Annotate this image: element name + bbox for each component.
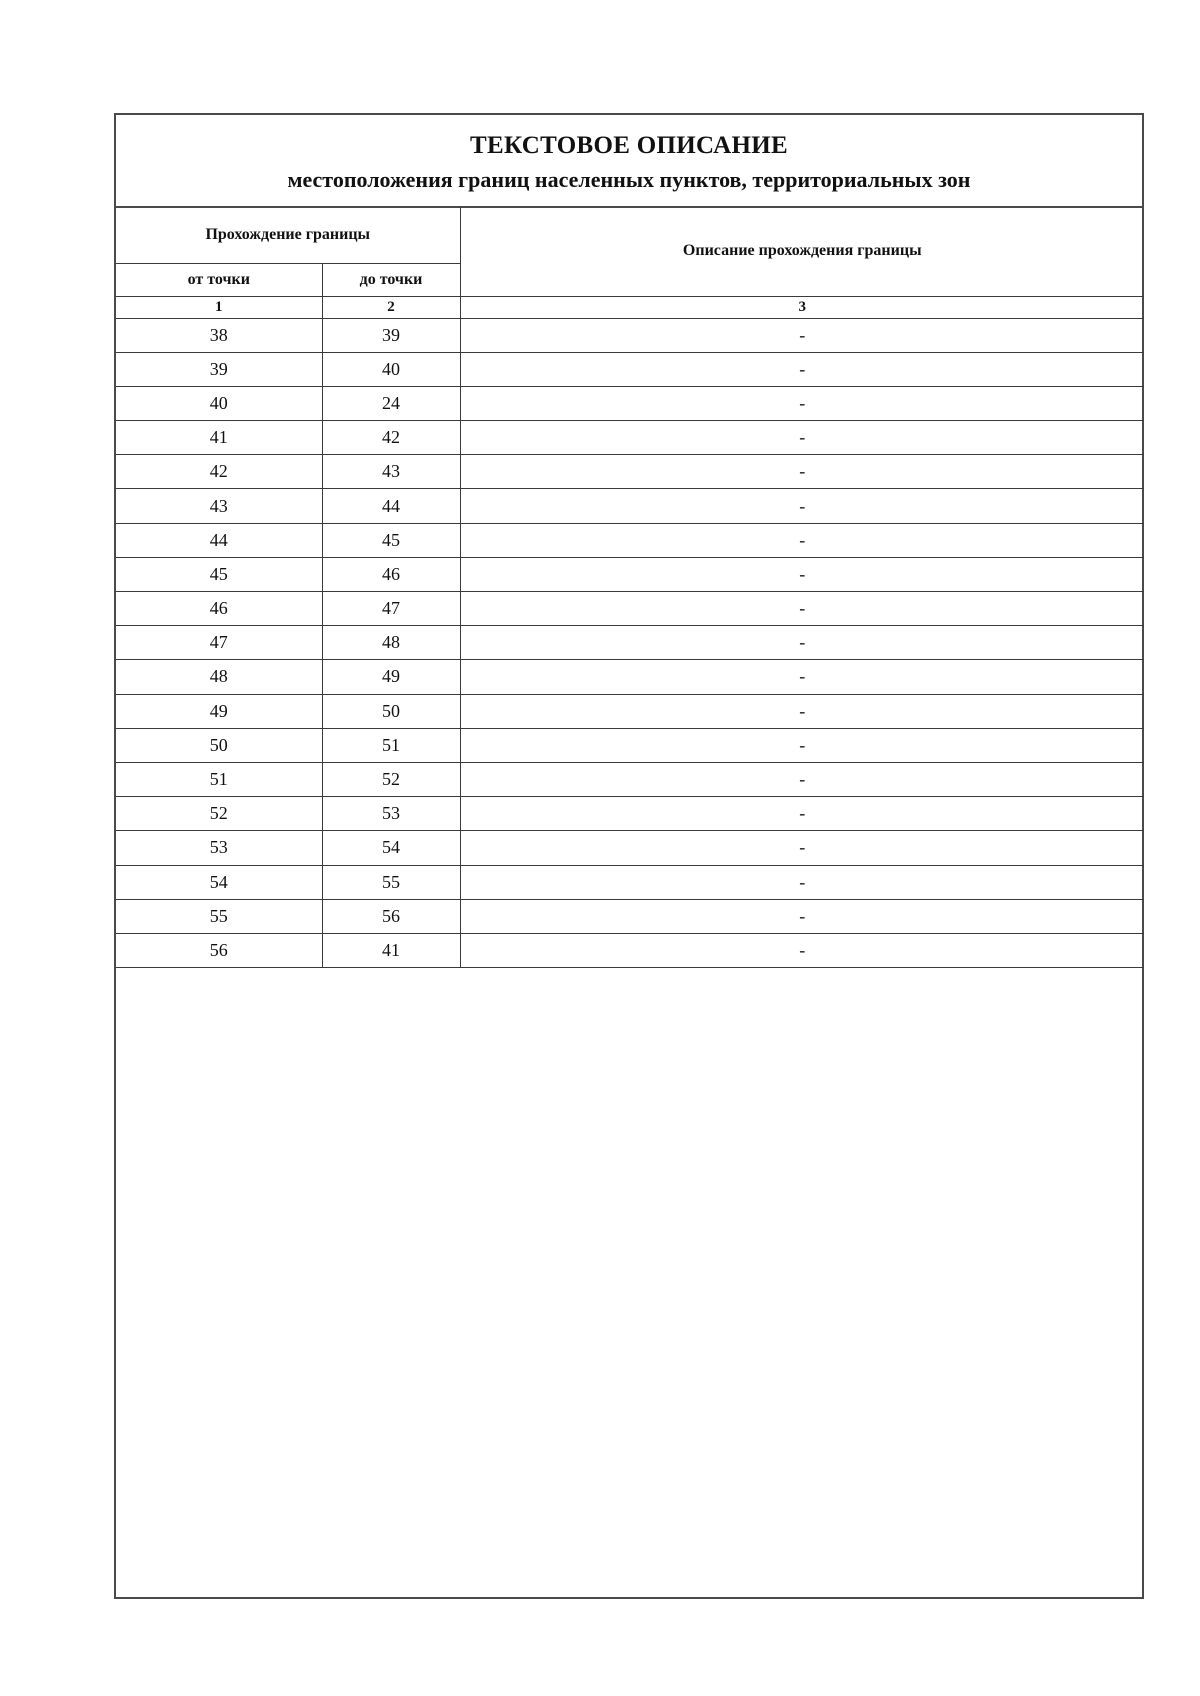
table-row	[116, 933, 1144, 967]
cell-description: -	[460, 762, 1144, 796]
table-row	[116, 557, 1144, 591]
cell-from-point: 44	[116, 523, 322, 557]
cell-description: -	[460, 728, 1144, 762]
cell-from-point: 45	[116, 557, 322, 591]
table-row	[116, 660, 1144, 694]
cell-from-point: 46	[116, 592, 322, 626]
table-row	[116, 489, 1144, 523]
cell-to-point: 54	[322, 831, 460, 865]
cell-to-point: 41	[322, 933, 460, 967]
table-row	[116, 352, 1144, 386]
table-row	[116, 386, 1144, 420]
cell-from-point: 50	[116, 728, 322, 762]
header-boundary-passage: Прохождение границы	[116, 207, 460, 263]
cell-description: -	[460, 899, 1144, 933]
cell-from-point: 40	[116, 386, 322, 420]
cell-description: -	[460, 523, 1144, 557]
table-row	[116, 592, 1144, 626]
table-row	[116, 523, 1144, 557]
table-row	[116, 421, 1144, 455]
cell-description: -	[460, 865, 1144, 899]
cell-to-point: 51	[322, 728, 460, 762]
table-row	[116, 797, 1144, 831]
cell-to-point: 55	[322, 865, 460, 899]
cell-description: -	[460, 592, 1144, 626]
cell-description: -	[460, 557, 1144, 591]
table-row	[116, 694, 1144, 728]
cell-description: -	[460, 455, 1144, 489]
cell-description: -	[460, 352, 1144, 386]
table-row	[116, 899, 1144, 933]
header-description: Описание прохождения границы	[460, 207, 1144, 296]
cell-from-point: 48	[116, 660, 322, 694]
cell-to-point: 39	[322, 318, 460, 352]
cell-to-point: 53	[322, 797, 460, 831]
cell-description: -	[460, 626, 1144, 660]
header-from-point: от точки	[116, 263, 322, 296]
table-row	[116, 728, 1144, 762]
document-frame	[114, 113, 1144, 1599]
cell-description: -	[460, 694, 1144, 728]
cell-to-point: 48	[322, 626, 460, 660]
cell-to-point: 42	[322, 421, 460, 455]
cell-description: -	[460, 318, 1144, 352]
cell-to-point: 50	[322, 694, 460, 728]
table-row	[116, 865, 1144, 899]
cell-to-point: 24	[322, 386, 460, 420]
cell-to-point: 49	[322, 660, 460, 694]
cell-to-point: 40	[322, 352, 460, 386]
cell-to-point: 52	[322, 762, 460, 796]
cell-to-point: 43	[322, 455, 460, 489]
cell-to-point: 47	[322, 592, 460, 626]
cell-description: -	[460, 797, 1144, 831]
cell-from-point: 54	[116, 865, 322, 899]
cell-from-point: 42	[116, 455, 322, 489]
title-block	[116, 115, 1142, 208]
cell-from-point: 55	[116, 899, 322, 933]
cell-to-point: 56	[322, 899, 460, 933]
table-row	[116, 626, 1144, 660]
cell-from-point: 56	[116, 933, 322, 967]
column-number-3: 3	[460, 296, 1144, 318]
cell-from-point: 53	[116, 831, 322, 865]
cell-description: -	[460, 386, 1144, 420]
cell-from-point: 43	[116, 489, 322, 523]
table-row	[116, 762, 1144, 796]
column-number-1: 1	[116, 296, 322, 318]
cell-description: -	[460, 660, 1144, 694]
cell-from-point: 41	[116, 421, 322, 455]
cell-from-point: 39	[116, 352, 322, 386]
cell-to-point: 45	[322, 523, 460, 557]
cell-description: -	[460, 831, 1144, 865]
header-to-point: до точки	[322, 263, 460, 296]
cell-to-point: 44	[322, 489, 460, 523]
cell-from-point: 51	[116, 762, 322, 796]
document-subtitle: местоположения границ населенных пунктов, территориальных зон	[287, 167, 971, 192]
cell-from-point: 52	[116, 797, 322, 831]
document-title: ТЕКСТОВОЕ ОПИСАНИЕ	[470, 132, 788, 159]
cell-description: -	[460, 933, 1144, 967]
cell-to-point: 46	[322, 557, 460, 591]
cell-description: -	[460, 421, 1144, 455]
cell-description: -	[460, 489, 1144, 523]
table-row	[116, 318, 1144, 352]
table-row	[116, 831, 1144, 865]
column-number-2: 2	[322, 296, 460, 318]
cell-from-point: 38	[116, 318, 322, 352]
boundary-table	[116, 207, 1144, 968]
cell-from-point: 49	[116, 694, 322, 728]
table-row	[116, 455, 1144, 489]
cell-from-point: 47	[116, 626, 322, 660]
table-body	[116, 318, 1144, 968]
